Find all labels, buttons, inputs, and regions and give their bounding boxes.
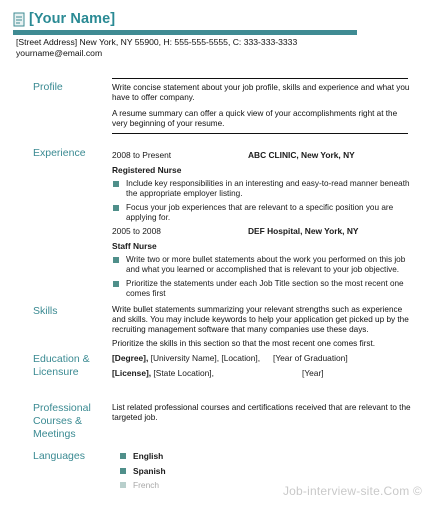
courses-title	[33, 402, 91, 441]
profile-title: Profile	[33, 81, 63, 93]
job-1-dates: 2008 to Present	[112, 150, 172, 160]
job-2-employer: DEF Hospital, New York, NY	[248, 226, 359, 236]
job-2-dates: 2005 to 2008	[112, 226, 161, 236]
bullet-square-icon	[120, 453, 126, 459]
bullet-square-icon	[120, 468, 126, 474]
degree-label: [Degree],	[112, 353, 149, 363]
language-label: French	[133, 480, 160, 490]
job-2-bullets	[112, 255, 418, 303]
language-label: English	[133, 451, 164, 461]
skills-text-1: Write bullet statements summarizing your relevant strengths such as experience and skills. You may include keywords to help your application get picked up by the recruiting management software that many companies use these days.	[112, 305, 409, 334]
document-icon	[13, 12, 26, 27]
list-item: Prioritize the statements under each Job Title section so the most recent one comes first	[112, 279, 418, 299]
language-english	[120, 451, 163, 461]
education-title-line-2: Licensure	[33, 366, 79, 378]
language-label: Spanish	[133, 466, 166, 476]
site-watermark: Job-interview-site.Com ©	[282, 484, 422, 498]
list-item: Include key responsibilities in an interesting and easy-to-read manner beneath the appropriate employer listing.	[112, 179, 418, 199]
courses-title-line-1: Professional	[33, 402, 91, 414]
applicant-name: [Your Name]	[29, 11, 116, 27]
state-location: [State Location],	[151, 368, 214, 378]
profile-text-1: Write concise statement about your job profile, skills and experience and what you have to offer company.	[112, 83, 410, 102]
courses-title-line-3: Meetings	[33, 428, 76, 440]
list-item: Write two or more bullet statements about the work you performed on this job and what you learned or accomplished that is relevant to your job objective.	[112, 255, 418, 275]
license-year: [Year]	[302, 368, 324, 378]
university-location: [University Name], [Location],	[148, 353, 261, 363]
graduation-year: [Year of Graduation]	[273, 353, 348, 363]
list-item: Focus your job experiences that are relevant to a specific position you are applying for.	[112, 203, 418, 223]
courses-title-line-2: Courses &	[33, 415, 83, 427]
job-1-employer: ABC CLINIC, New York, NY	[248, 150, 355, 160]
skills-title: Skills	[33, 305, 58, 317]
profile-bottom-rule	[112, 133, 408, 134]
education-row-degree	[112, 353, 260, 363]
education-row-license	[112, 368, 214, 378]
experience-title: Experience	[33, 147, 86, 159]
skills-text-2: Prioritize the skills in this section so that the most recent one comes first.	[112, 339, 376, 348]
contact-email: yourname@email.com	[16, 48, 103, 58]
job-1-position: Registered Nurse	[112, 165, 182, 175]
courses-text: List related professional courses and certifications received that are relevant to the targeted job.	[112, 403, 411, 422]
job-2-position: Staff Nurse	[112, 241, 157, 251]
language-french	[120, 480, 159, 490]
profile-text-2: A resume summary can offer a quick view of your accomplishments right at the very beginning of your resume.	[112, 109, 398, 128]
education-title-line-1: Education &	[33, 353, 90, 365]
education-title	[33, 353, 90, 379]
contact-info	[16, 37, 297, 59]
license-label: [License],	[112, 368, 152, 378]
languages-title: Languages	[33, 450, 85, 462]
header-rule	[13, 30, 357, 35]
contact-address-phone: [Street Address] New York, NY 55900, H: 555-555-5555, C: 333-333-3333	[16, 37, 298, 47]
bullet-square-icon	[120, 482, 126, 488]
language-spanish	[120, 466, 166, 476]
name-row	[13, 11, 115, 27]
job-1-bullets	[112, 179, 418, 227]
profile-top-rule	[112, 78, 408, 79]
